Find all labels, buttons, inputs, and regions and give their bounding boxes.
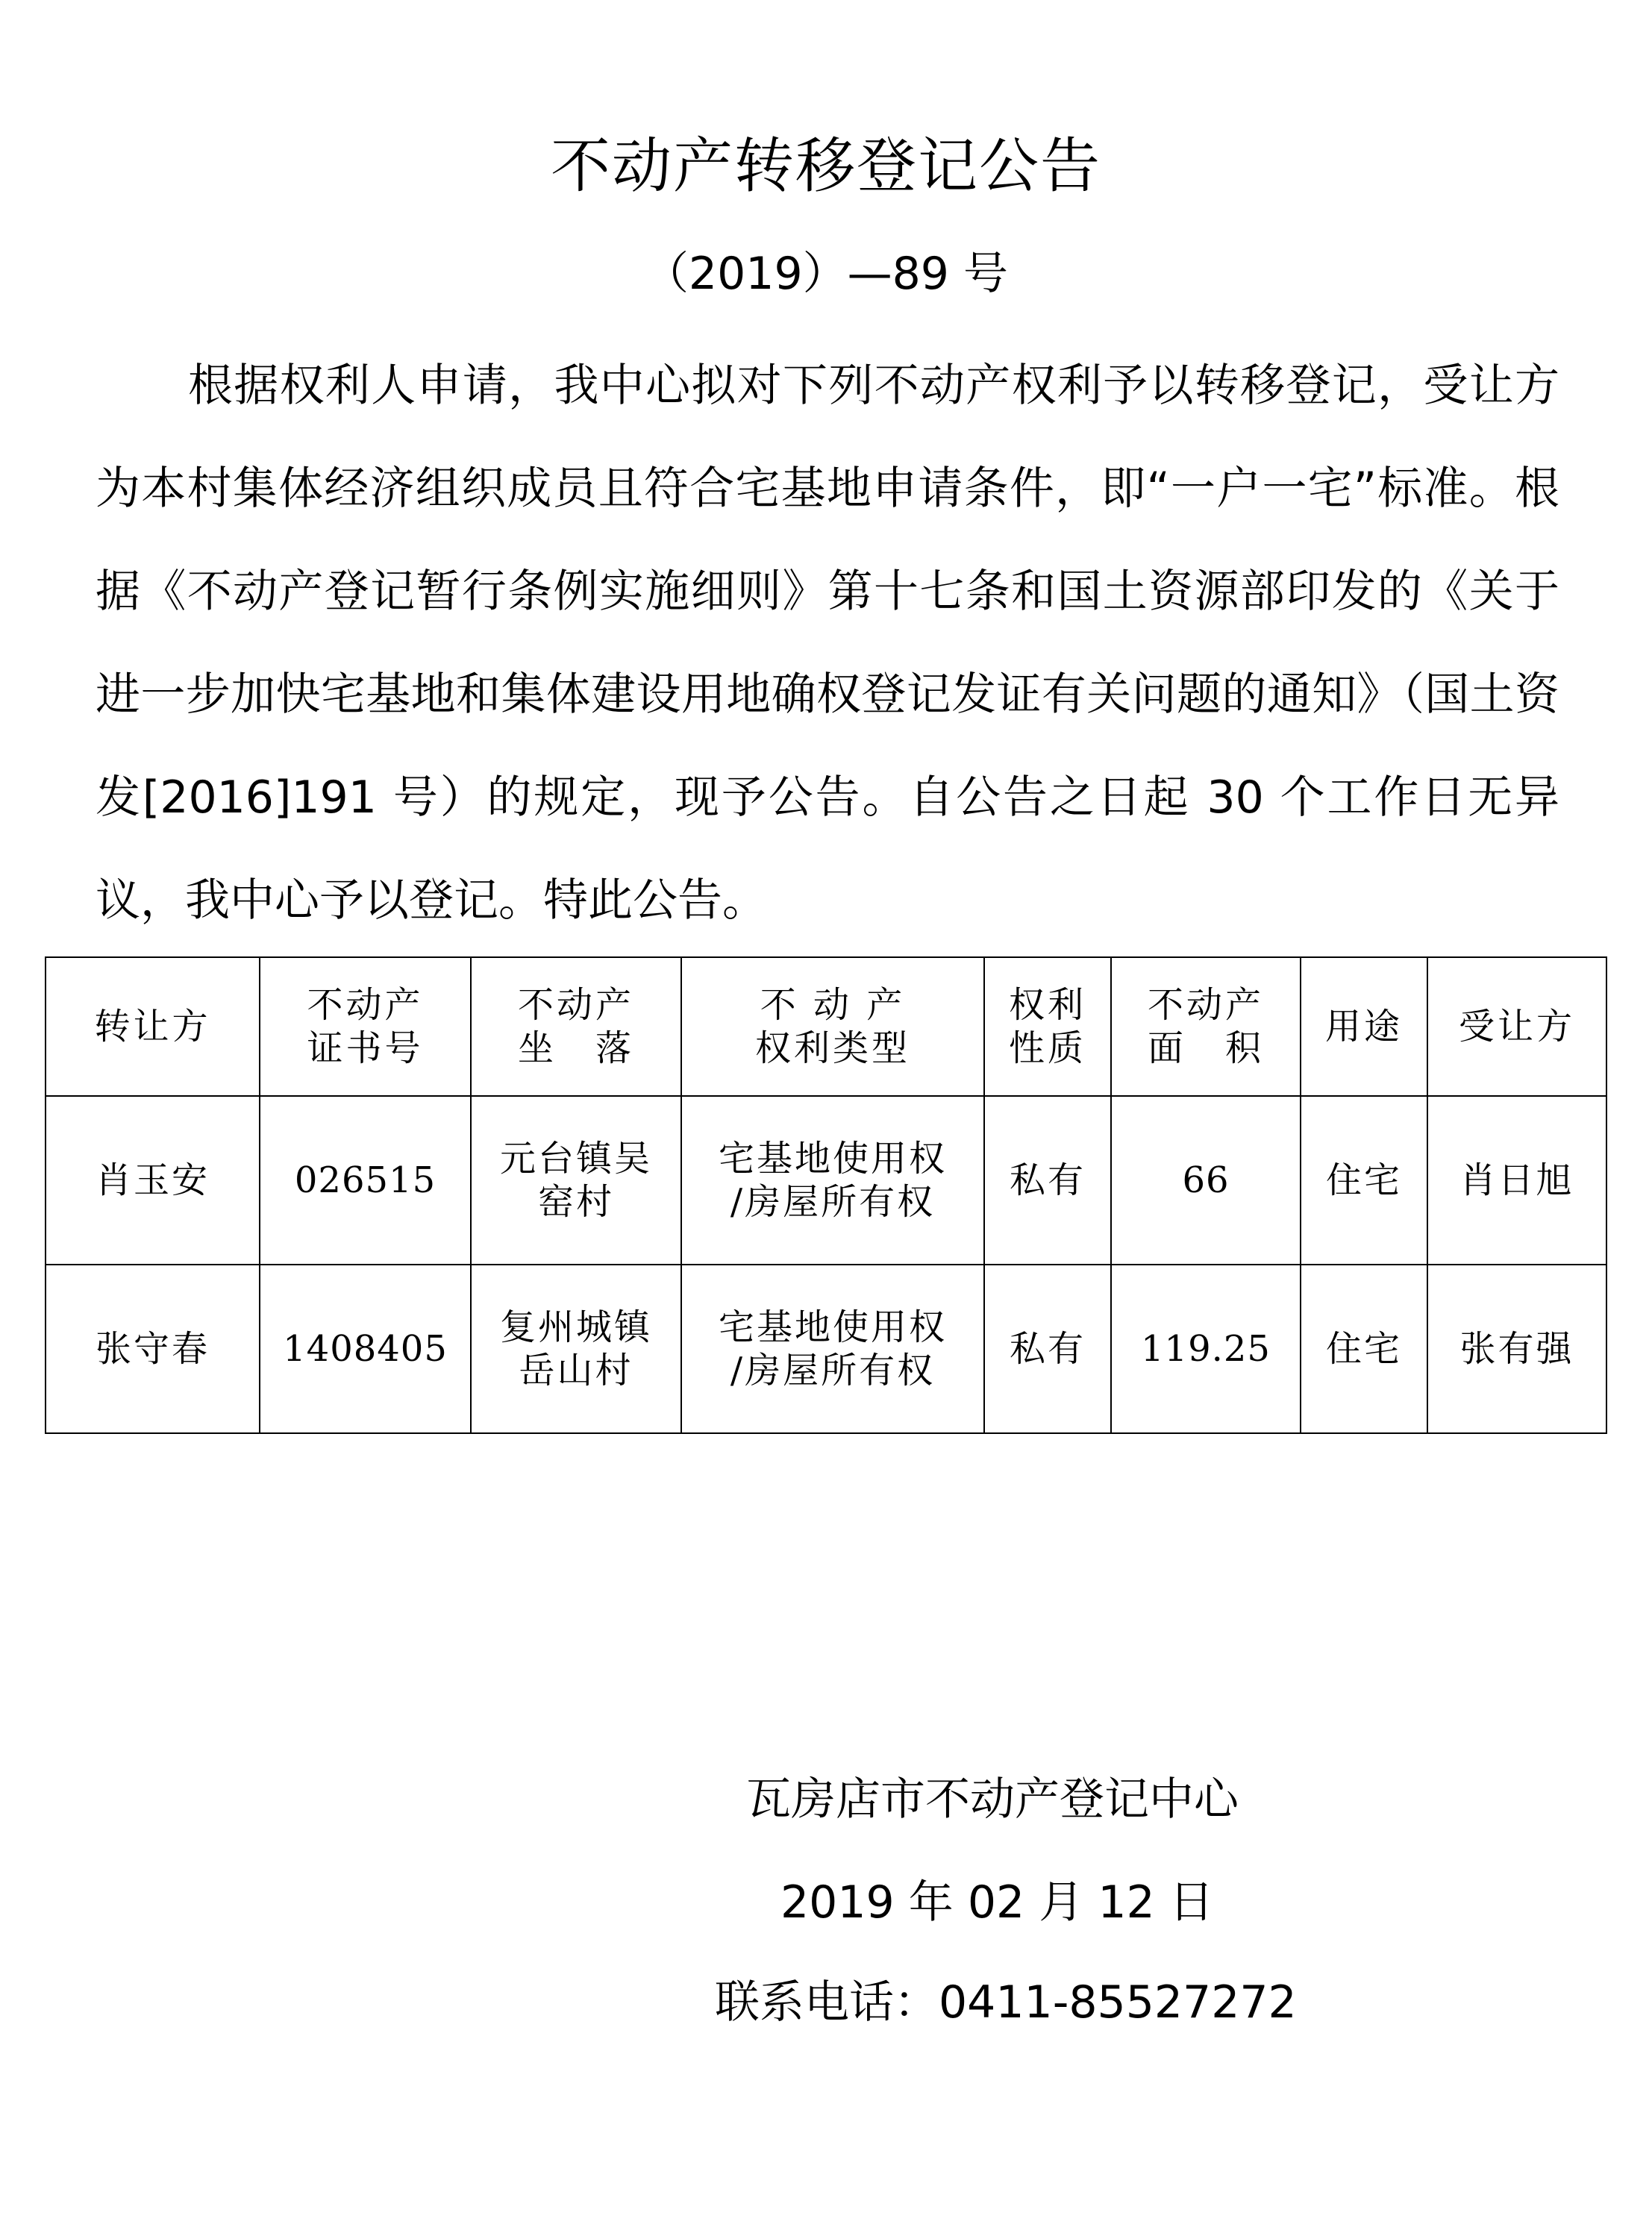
header-area: 不动产 面 积 xyxy=(1111,957,1301,1096)
table-header-row xyxy=(46,957,1606,1096)
header-nature: 权利 性质 xyxy=(984,957,1111,1096)
issuing-organization: 瓦房店市不动产登记中心 xyxy=(746,1773,1239,1826)
cell-transferee: 张有强 xyxy=(1427,1265,1606,1433)
transfer-table xyxy=(45,956,1607,1434)
cell-transferor: 肖玉安 xyxy=(46,1096,260,1265)
cell-nature: 私有 xyxy=(984,1096,1111,1265)
cell-usage: 住宅 xyxy=(1301,1265,1427,1433)
cell-right-type: 宅基地使用权 /房屋所有权 xyxy=(681,1096,984,1265)
header-right-type: 不 动 产 权利类型 xyxy=(681,957,984,1096)
cell-transferor: 张守春 xyxy=(46,1265,260,1433)
cell-location: 元台镇吴 窑村 xyxy=(471,1096,681,1265)
table-row xyxy=(46,1265,1606,1433)
cell-area: 119.25 xyxy=(1111,1265,1301,1433)
header-transferor: 转让方 xyxy=(46,957,260,1096)
header-location: 不动产 坐 落 xyxy=(471,957,681,1096)
header-transferee: 受让方 xyxy=(1427,957,1606,1096)
contact-phone: 联系电话：0411-85527272 xyxy=(715,1976,1297,2029)
table-row xyxy=(46,1096,1606,1265)
cell-area: 66 xyxy=(1111,1096,1301,1265)
cell-location: 复州城镇 岳山村 xyxy=(471,1265,681,1433)
issue-date: 2019 年 02 月 12 日 xyxy=(780,1876,1214,1929)
notice-body: 根据权利人申请，我中心拟对下列不动产权利予以转移登记，受让方为本村集体经济组织成员且符合宅基地申请条件，即“一户一宅”标准。根据《不动产登记暂行条例实施细则》第十七条和国土资源部印发的《关于进一步加快宅基地和集体建设用地确权登记发证有关问题的通知》（国土资发[2016]191 号）的规定，现予公告。自公告之日起 30 个工作日无异议，我中心予以登记。特此公告。 xyxy=(96,360,1559,927)
cell-right-type: 宅基地使用权 /房屋所有权 xyxy=(681,1265,984,1433)
cell-nature: 私有 xyxy=(984,1265,1111,1433)
header-certificate-no: 不动产 证书号 xyxy=(260,957,471,1096)
cell-usage: 住宅 xyxy=(1301,1096,1427,1265)
notice-title: 不动产转移登记公告 xyxy=(551,131,1101,201)
header-usage: 用途 xyxy=(1301,957,1427,1096)
notice-number: （2019）—89 号 xyxy=(643,248,1009,300)
cell-certificate-no: 1408405 xyxy=(260,1265,471,1433)
cell-certificate-no: 026515 xyxy=(260,1096,471,1265)
cell-transferee: 肖日旭 xyxy=(1427,1096,1606,1265)
